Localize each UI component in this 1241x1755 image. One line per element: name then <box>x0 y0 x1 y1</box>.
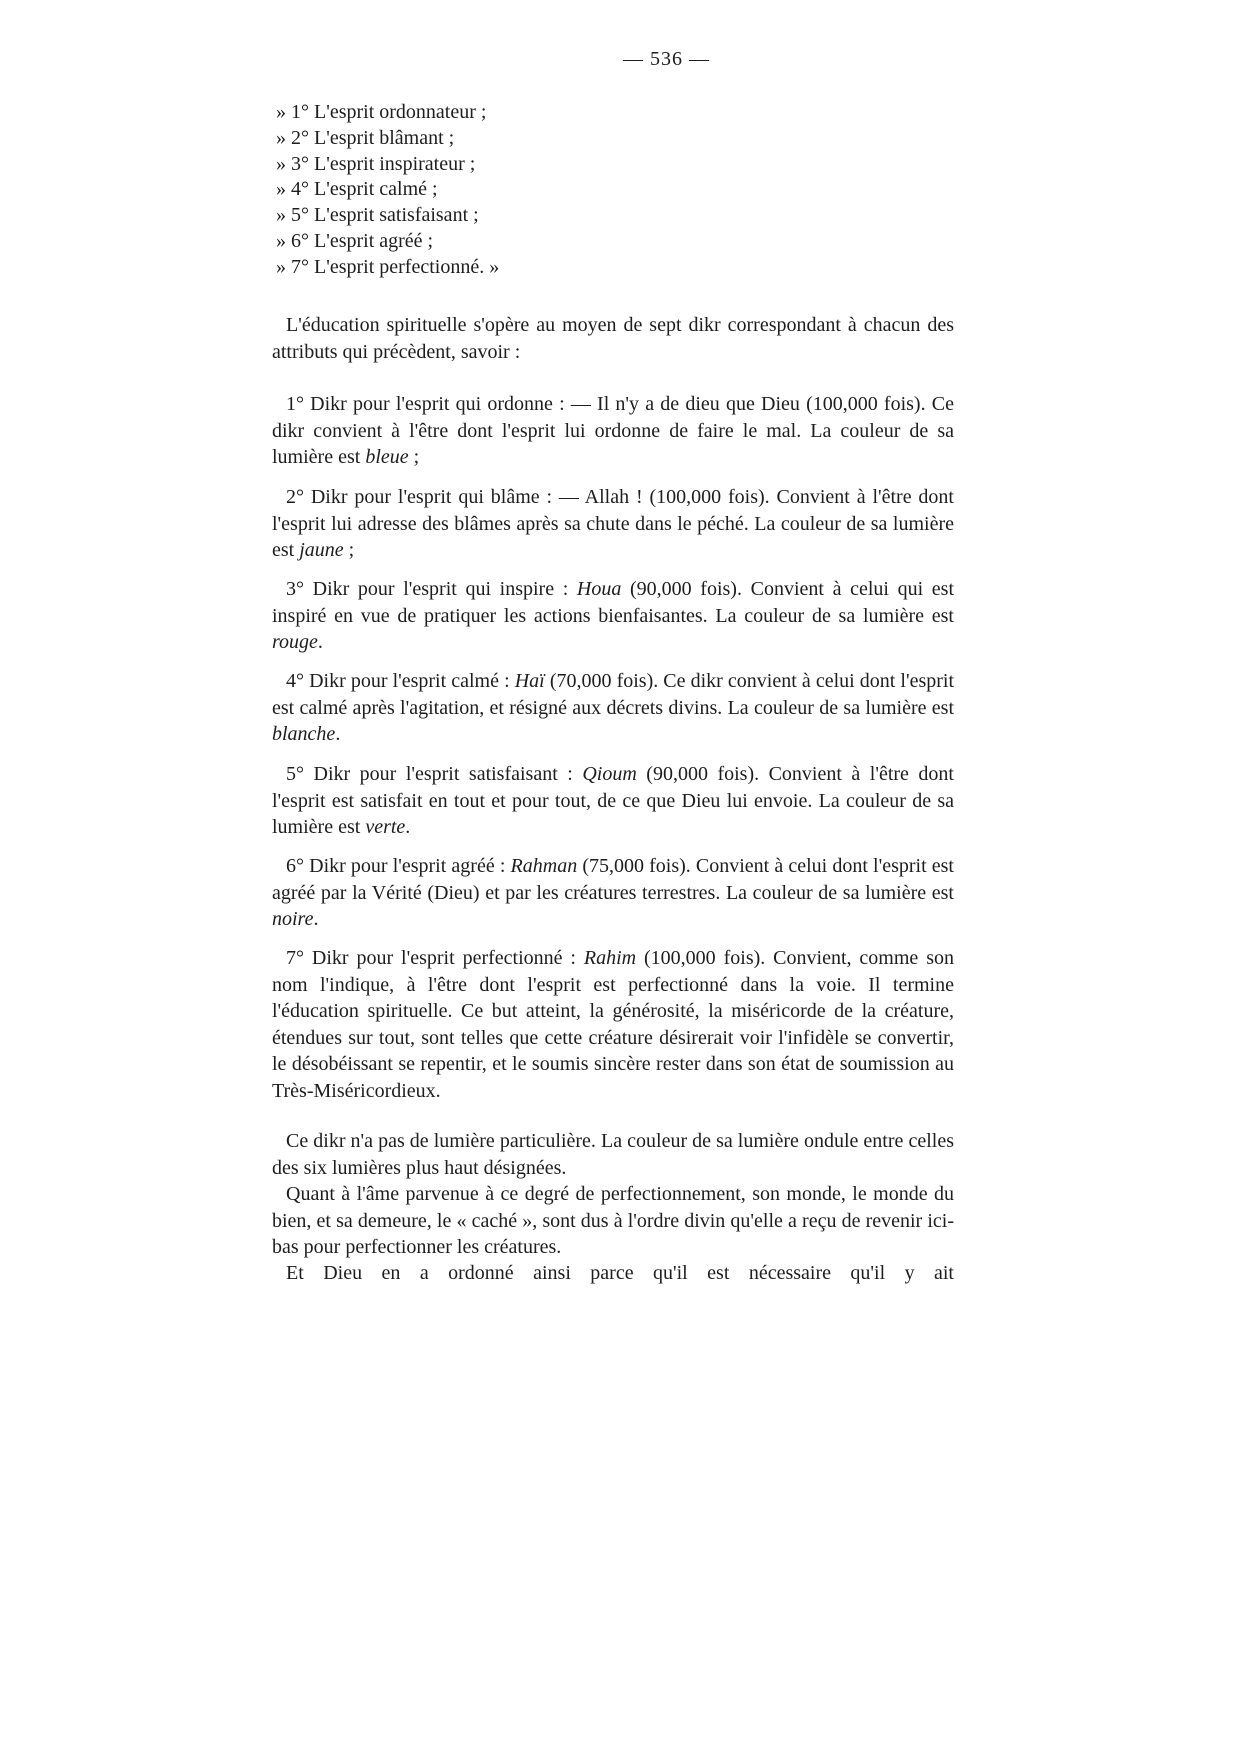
dikr-text <box>272 668 954 748</box>
dikr-text <box>272 484 954 564</box>
list-item: » 7° L'esprit perfectionné. » <box>276 255 500 278</box>
dikr-text <box>272 576 954 656</box>
light-color: verte <box>365 816 406 838</box>
dikr-paragraph-5 <box>272 761 954 841</box>
no-light-text: Ce dikr n'a pas de lumière particulière. La couleur de sa lumière ondule entre celles des six lumières plus haut désignées. <box>272 1130 954 1179</box>
spirit-list <box>276 100 499 281</box>
light-color: jaune <box>299 539 344 561</box>
dikr-text-end: ; <box>408 446 420 468</box>
dikr-text-main: 7° Dikr pour l'esprit perfectionné : <box>286 947 584 969</box>
dikr-text-middle: (90,000 fois). Convient à l'être dont l'esprit est satisfait en tout et pour tout, de ce que Dieu lui envoie. La couleur de sa lumière est <box>272 763 954 838</box>
dikr-text-middle: (75,000 fois). Convient à celui dont l'esprit est agréé par la Vérité (Dieu) et par les créatures terrestres. La couleur de sa lumière est <box>272 855 954 904</box>
dikr-text-main: 3° Dikr pour l'esprit qui inspire : <box>286 578 577 600</box>
list-item: » 3° L'esprit inspirateur ; <box>276 152 476 175</box>
dikr-text <box>272 391 954 471</box>
intro-text: L'éducation spirituelle s'opère au moyen de sept dikr correspondant à chacun des attributs qui précèdent, savoir : <box>272 314 954 363</box>
soul-text: Quant à l'âme parvenue à ce degré de perfectionnement, son monde, le monde du bien, et sa demeure, le « caché », sont dus à l'ordre divin qu'elle a reçu de revenir ici-bas pour perfectionner les créatures. <box>272 1183 954 1258</box>
dikr-paragraph-6 <box>272 853 954 933</box>
dikr-text-end: . <box>335 723 341 745</box>
dikr-text-main: 2° Dikr pour l'esprit qui blâme : — Allah ! (100,000 fois). Convient à l'être dont l'esprit lui adresse des blâmes après sa chute dans le péché. La couleur de sa lumière est <box>272 486 954 561</box>
dikr-paragraph-4 <box>272 668 954 748</box>
list-item: » 1° L'esprit ordonnateur ; <box>276 101 487 123</box>
closing-paragraph <box>272 1260 954 1287</box>
list-item: » 5° L'esprit satisfaisant ; <box>276 204 479 227</box>
closing-text: Et Dieu en a ordonné ainsi parce qu'il est nécessaire qu'il y ait <box>286 1262 954 1284</box>
dikr-text-middle: (70,000 fois). Ce dikr convient à celui dont l'esprit est calmé après l'agitation, et résigné aux décrets divins. La couleur de sa lumière est <box>272 670 955 719</box>
dikr-text-end: . <box>313 908 319 930</box>
light-color: bleue <box>365 446 409 468</box>
light-color: rouge <box>272 631 318 653</box>
soul-paragraph <box>272 1181 954 1261</box>
no-light-paragraph <box>272 1128 954 1181</box>
dikr-paragraph-2 <box>272 484 954 564</box>
dikr-text <box>272 761 954 841</box>
divine-name: Rahim <box>583 947 637 969</box>
divine-name: Rahman <box>510 855 578 877</box>
light-color: blanche <box>272 723 336 745</box>
divine-name: Houa <box>576 578 622 600</box>
dikr-text <box>272 945 954 1104</box>
divine-name: Haï <box>514 670 545 692</box>
dikr-text <box>272 853 954 933</box>
dikr-paragraph-7 <box>272 945 954 1104</box>
light-color: noire <box>272 908 314 930</box>
dikr-text-main: 4° Dikr pour l'esprit calmé : <box>286 670 515 692</box>
dikr-text-middle: (100,000 fois). Convient, comme son nom l'indique, à l'être dont l'esprit est perfectionné dans la voie. Il termine l'éducation spirituelle. Ce but atteint, la générosité, la miséricorde de la créature, étendues sur tout, sont telles que cette créature désirerait voir l'infidèle se convertir, le désobéissant se repentir, et le soumis sincère rester dans son état de soumission au Très-Miséricordieux. <box>272 947 954 1102</box>
intro-paragraph <box>272 312 954 365</box>
page-number: — 536 — <box>623 48 710 70</box>
dikr-text-main: 5° Dikr pour l'esprit satisfaisant : <box>286 763 583 785</box>
list-item: » 6° L'esprit agréé ; <box>276 229 434 252</box>
list-item: » 4° L'esprit calmé ; <box>276 178 438 201</box>
dikr-text-main: 1° Dikr pour l'esprit qui ordonne : — Il n'y a de dieu que Dieu (100,000 fois). Ce dikr convient à l'être dont l'esprit lui ordonne de faire le mal. La couleur de sa lumière est <box>272 393 954 468</box>
dikr-text-main: 6° Dikr pour l'esprit agréé : <box>286 855 511 877</box>
dikr-text-end: . <box>317 631 323 653</box>
dikr-paragraph-3 <box>272 576 954 656</box>
dikr-paragraph-1 <box>272 391 954 471</box>
dikr-text-middle: (90,000 fois). Convient à celui qui est inspiré en vue de pratiquer les actions bienfaisantes. La couleur de sa lumière est <box>272 578 954 627</box>
dikr-text-end: ; <box>343 539 355 561</box>
list-item: » 2° L'esprit blâmant ; <box>276 126 455 149</box>
dikr-text-end: . <box>405 816 411 838</box>
divine-name: Qioum <box>582 763 637 785</box>
